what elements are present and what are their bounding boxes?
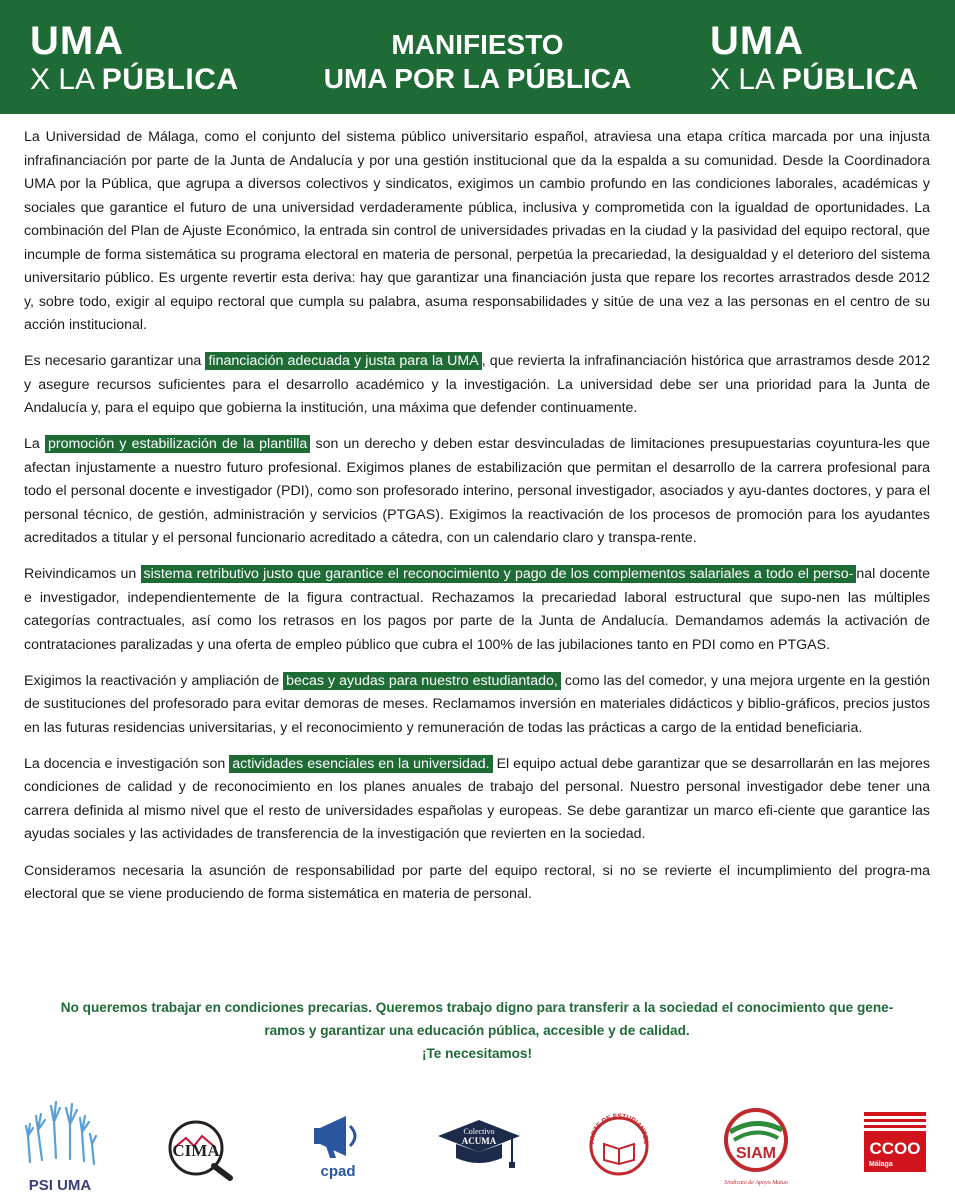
closing-statement — [24, 996, 930, 1065]
logo-right-uma: UMA — [710, 19, 805, 63]
uma-x-la-publica-logo-right — [710, 19, 940, 100]
highlight-financiacion: financiación adecuada y justa para la UMA — [205, 352, 481, 370]
acuma-logo — [436, 1118, 522, 1170]
closing-line-1: No queremos trabajar en condiciones precarias. Queremos trabajo digno para transferir a la sociedad el conocimiento que gene- — [60, 1000, 894, 1015]
paragraph-responsabilidad: Consideramos necesaria la asunción de responsabilidad por parte del equipo rectoral, si no se revierte el incumplimiento del progra-ma electoral que se viene produciendo de forma sistemática en materia de personal. — [24, 862, 930, 903]
cpad-label: cpad — [320, 1163, 356, 1180]
closing-line-2: ramos y garantizar una educación pública, accesible y de calidad. — [264, 1023, 690, 1038]
siam-label: SIAM — [736, 1145, 776, 1162]
siam-sublabel: Sindicato de Apoyo Mutuo — [724, 1180, 788, 1186]
paragraph-docencia: La docencia e investigación son actividades esenciales en la universidad. El equipo actual debe garantizar que se desarrollarán en las mejores condiciones de calidad y de reconocimiento en los planes anuales de trabajo del personal. Nuestro personal investigador debe tener una carrera definida al mismo nivel que el resto de universidades españolas y europeas. Se debe garantizar un marco efi-ciente que garantice las ayudas sociales y las actividades de transferencia de la investigación que revierten en la sociedad. — [24, 755, 930, 843]
psi-uma-label: PSI UMA — [28, 1177, 92, 1194]
logo-left-x-la-publica: X LA PÚBLICA — [30, 63, 239, 96]
cima-logo — [160, 1118, 240, 1182]
ccoo-malaga-logo — [860, 1110, 930, 1174]
cpad-logo — [312, 1112, 368, 1182]
logo-left-uma: UMA — [30, 19, 125, 63]
parte-de-estudiantes-logo — [584, 1108, 654, 1178]
paragraph-financiacion: Es necesario garantizar una financiación adecuada y justa para la UMA , que revierta la infrafinanciación histórica que arrastramos desde 2012 y asegure recursos suficientes para el desarrollo académico y la investigación. La universidad debe ser una prioridad para la Junta de Andalucía y, para el equipo que gobierna la institución, una máxima que defender continuamente. — [24, 353, 931, 417]
paragraph-becas: Exigimos la reactivación y ampliación de becas y ayudas para nuestro estudiantado, como las del comedor, y una mejora urgente en la gestión de sustituciones del profesorado para evitar demoras de meses. Reclamamos inversión en materiales didácticos y biblio-gráficos, precios justos en las futuras residencias universitarias, y el reconocimiento y remuneración de todas las prácticas a cargo de la entidad beneficiaria. — [24, 672, 930, 736]
collective-logos-row — [0, 1090, 955, 1195]
title-line-2: UMA POR LA PÚBLICA — [323, 63, 632, 94]
siam-logo — [716, 1106, 800, 1190]
closing-line-3: ¡Te necesitamos! — [421, 1046, 533, 1061]
paragraph-intro: La Universidad de Málaga, como el conjunto del sistema público universitario español, atraviesa una etapa crítica marcada por una injusta infrafinanciación por parte de la Junta de Andalucía y por una gestión institucional que da la espalda a su comunidad. Desde la Coordinadora UMA por la Pública, que agrupa a diversos colectivos y sindicatos, exigimos un cambio profundo en las condiciones laborales, académicas y sociales que garantice el futuro de una universidad verdaderamente pública, inclusiva y comprometida con la igualdad de oportunidades. La combinación del Plan de Ajuste Económico, la entrada sin control de universidades privadas en la ciudad y la pasividad del equipo rectoral, que incumple de forma sistemática su programa electoral en materia de personal, perpetúa la precariedad, la desigualdad y el deterioro del sistema universitario público. Es urgente revertir esta deriva: hay que garantizar una financiación justa que repare los recortes arrastrados desde 2012 y, sobre todo, exigir al equipo rectoral que cumpla su palabra, asuma responsabilidades y sitúe de una vez a las personas en el centro de su acción institucional. — [24, 129, 930, 333]
uma-x-la-publica-logo-left — [30, 19, 260, 100]
paragraph-retributivo: Reivindicamos un sistema retributivo justo que garantice el reconocimiento y pago de los complementos salariales a todo el perso- nal docente e investigador, independientemente de la figura contractual. Rechazamos la precariedad laboral estructural que supo-nen las múltiples categorías contractuales, así como los retrasos en los pagos por parte de la Junta de Andalucía. Demandamos además la activación de contrataciones paralizadas y una oferta de empleo público que cubra el 100% de las jubilaciones tanto en PDI como en PTGAS. — [24, 566, 930, 653]
acuma-label-line-1: Colectivo — [463, 1127, 495, 1136]
cima-label: CIMA — [172, 1141, 220, 1160]
ccoo-sublabel: Málaga — [869, 1161, 893, 1168]
header-banner — [0, 0, 955, 114]
paragraph-plantilla: La promoción y estabilización de la plantilla son un derecho y deben estar desvinculadas de limitaciones presupuestarias coyuntura-les que afectan injustamente a nuestro futuro profesional. Exigimos planes de estabilización que permitan el desarrollo de la carrera profesional para todo el personal docente e investigador (PDI), como son profesorado interino, personal investigador, asociados y ayu-dantes doctores, y para el personal técnico, de gestión, administración y servicios (PTGAS). Exigimos la reactivación de los procesos de promoción para los ayudantes acreditados a titular y el personal funcionario acreditado a cátedra, con un calendario claro y transpa-rente. — [24, 436, 930, 547]
title-line-1: MANIFIESTO — [391, 29, 564, 60]
acuma-label-line-2: ACUMA — [461, 1136, 497, 1146]
highlight-retributivo: sistema retributivo justo que garantice el reconocimiento y pago de los complementos salariales a todo el perso- — [141, 565, 857, 583]
highlight-docencia: actividades esenciales en la universidad. — [229, 755, 492, 773]
parte-label: PARTE DE ESTUDIANTES — [588, 1112, 650, 1145]
document-title — [300, 28, 655, 96]
logo-right-x-la-publica: X LA PÚBLICA — [710, 63, 919, 96]
manifesto-body — [24, 126, 930, 919]
highlight-becas: becas y ayudas para nuestro estudiantado, — [283, 672, 561, 690]
ccoo-label: CCOO — [869, 1139, 921, 1158]
highlight-plantilla: promoción y estabilización de la plantilla — [45, 435, 310, 453]
psi-uma-logo — [18, 1092, 102, 1194]
